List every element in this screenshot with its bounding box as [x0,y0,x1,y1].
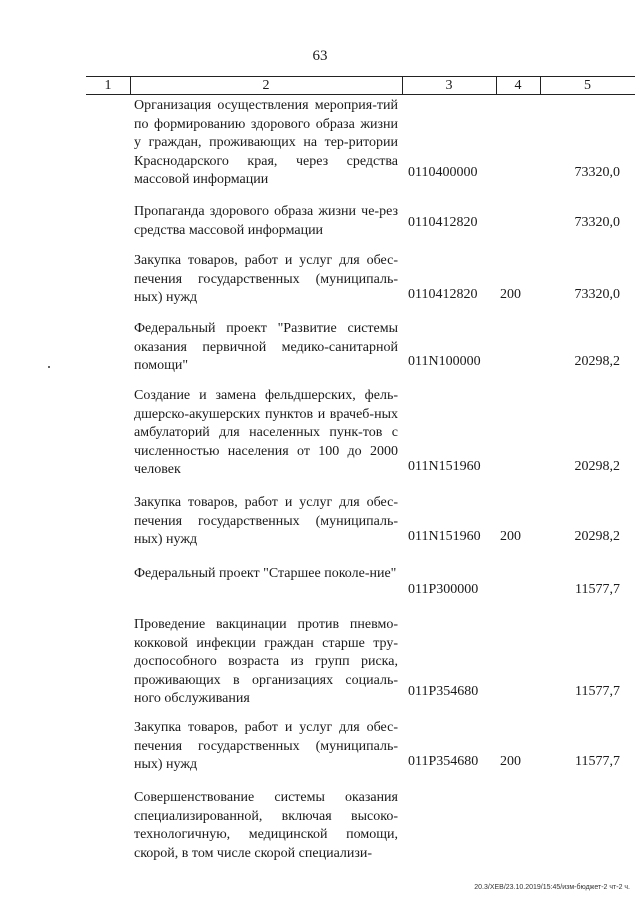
table-header-row [86,76,635,95]
row-amount: 73320,0 [574,287,620,302]
row-description: Совершенствование системы оказания специализированной, включая высоко-технологичную, медицинской помощи, скорой, в том числе скорой специализи- [134,790,398,861]
row-code: 011N151960 [408,459,481,474]
header-col-4: 4 [514,78,522,93]
row-amount: 11577,7 [575,582,620,597]
header-col-5: 5 [584,78,591,93]
header-col-3: 3 [445,78,453,93]
row-amount: 20298,2 [574,529,620,544]
scan-speck [48,366,50,368]
row-code: 011N151960 [408,529,481,544]
row-description: Создание и замена фельдшерских, фель-дшерско-акушерских пунктов и врачеб-ных амбулаторий для населенных пунк-тов с численностью населения от 100 до 2000 человек [134,388,398,477]
row-amount: 73320,0 [574,165,620,180]
row-code: 011P354680 [408,754,479,769]
footer-stamp: 20.3/ХЕВ/23.10.2019/15:45/изм-бюджет-2 чт-2 ч. [474,884,630,891]
row-description: Закупка товаров, работ и услуг для обес-печения государственных (муниципаль-ных) нужд [134,495,398,547]
row-code: 0110400000 [408,165,478,180]
row-description: Закупка товаров, работ и услуг для обес-печения государственных (муниципаль-ных) нужд [134,720,398,772]
row-expense-type: 200 [500,754,521,769]
row-expense-type: 200 [500,287,521,302]
row-amount: 20298,2 [574,459,620,474]
row-code: 011P354680 [408,684,479,699]
row-code: 0110412820 [408,287,478,302]
row-amount: 20298,2 [574,354,620,369]
row-description: Пропаганда здорового образа жизни че-рез средства массовой информации [134,204,398,238]
row-expense-type: 200 [500,529,521,544]
row-description: Закупка товаров, работ и услуг для обес-печения государственных (муниципаль-ных) нужд [134,253,398,305]
row-description: Проведение вакцинации против пневмо-кокковой инфекции граждан старше тру-доспособного возраста из групп риска, проживающих в организациях социаль-ного обслуживания [134,617,398,706]
row-amount: 11577,7 [575,754,620,769]
header-col-1: 1 [104,78,112,93]
row-description: Федеральный проект "Развитие системы оказания первичной медико-санитарной помощи" [134,321,398,373]
page-number: 63 [312,48,328,64]
row-description: Федеральный проект "Старшее поколе-ние" [134,566,397,581]
row-code: 011P300000 [408,582,479,597]
row-amount: 73320,0 [574,215,620,230]
header-col-2: 2 [262,78,270,93]
row-code: 011N100000 [408,354,481,369]
row-amount: 11577,7 [575,684,620,699]
row-code: 0110412820 [408,215,478,230]
row-description: Организация осуществления мероприя-тий по формированию здорового образа жизни у граждан, проживающих на тер-ритории Краснодарского края, через средства массовой информации [134,98,398,187]
